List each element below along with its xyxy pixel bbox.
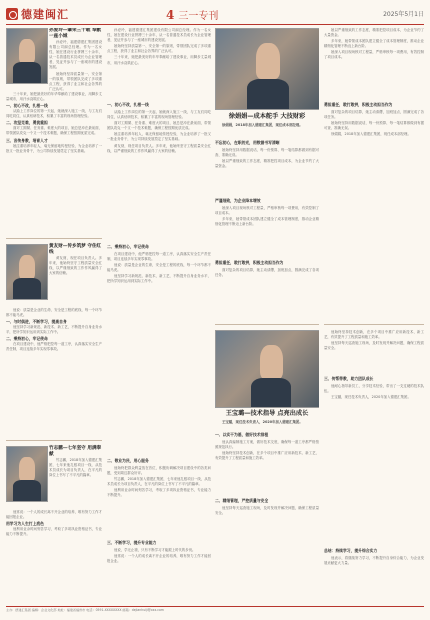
article-body: 竹志鹏，2018年加入德建汇集团，七年来他扎根项目一线，从技术员成长为项目负责人，在平凡的岗位上书写了不平凡的篇章。 [49,458,102,478]
article-photo [215,330,319,408]
section-text: 在项目建设中，他严格把控每一道工序，认真落实安全生产责任制，项目连续多年实现零事故。 他说：质量是企业的生命，安全是工程的底线，每一个环节都不能马虎。 他坚持学习新规范、新技术、新工艺，不断提升自身业务水平，把所学知识运用到实际工作中。 [107,252,211,284]
section-heading: 勇担重任，敢打敢拼，积极主动担当作为 [215,260,284,265]
page-footer: 主办：德建汇集团 编辑：企业文化部 地址：福建省福州市 电话：0591-XXXXXXXX 邮箱：dejianhuiji@xxx.com [6,606,424,615]
section-heading: 一、以实干为基，做好技术排程 [215,432,269,437]
portrait-photo [6,244,48,300]
issue-date: 2025年5月1日 [383,11,424,18]
section-heading: 勇担重任，敢打敢拼，积极主动担当作为 [324,102,393,107]
section-heading: 三、言传身教，培育人才 [6,137,48,143]
article-body: 他常说：一个人的成长离不开企业的培养，唯有努力工作才能回报企业。 [6,510,102,520]
article-headline: 王宝璐—技术指导 点亮出成长 [225,410,309,417]
masthead-logo [6,6,69,21]
section-text: 面对工期紧、任务重、难度大的项目，她总是冲在最前面，带领团队攻克一个又一个技术难题，确保工程按期优质完成。 [6,126,102,136]
column-4 [324,28,424,594]
article-headline: 孙爱玲—肇荣三十载 奉献一座小城 [49,28,102,39]
article-intro: 徐娟娟，2018年加入德建汇集团，现任成本部经理。 [222,123,303,127]
section-title [166,7,218,22]
section-text: 他坚持学习新规范、新技术、新工艺，不断提升自身业务水平，把所学知识运用到实际工作中。 [6,325,102,335]
divider [6,238,102,239]
article-body: 孙爱玲，福建德建汇集团建设有限公司副总经理。作为一名女性，她在建设行业拼搏三十余年，从一名普通技术员成长为企业管理者，见证并参与了一座城市的建设发展。 她始终坚持质量第一、安全第一的原则，带领团队完成了多项重点工程，获得了业主和社会各界的广泛认可。 三十年来，她把最美好的年华奉献给了建设事业，用脚步丈量城市，用汗水浇筑匠心。 [107,28,211,65]
article-body: 三十年来，她把最美好的年华奉献给了建设事业，用脚步丈量城市，用汗水浇筑匠心。 [6,92,102,102]
article-body: 他始终坚持技术创新，在多个项目中推广应用新技术、新工艺，有效提升了工程质量和施工效率。 他坚持每天巡查施工现场，及时发现并解决问题，确保工程质量安全。 [324,330,424,351]
article-headline: 竹志鹏—七年坚守 用满奉献 [49,446,102,457]
section-text: 他利用业余时间刻苦学习，考取了多项执业资格证书，专业能力不断提升。 [6,527,102,537]
divider [215,324,319,325]
section-text: 她深入项目现场核对工程量，严格审核每一项费用，有效控制了项目成本。 多年来，她带领成本团队建立健全了成本管理制度，推动企业精细化管理不断迈上新台阶。 [215,206,319,227]
section-heading: 不忘初心，在职的光，用数据书写清晰 [215,140,280,145]
section-heading: 总结：持续学习，提升综合实力 [324,548,378,553]
section-text: 从踏上工作岗位的第一天起，她就深入施工一线，与工友们同吃同住，认真钻研技术，积累了丰富的现场管理经验。 [6,109,102,119]
section-heading: 二、秉持初心，牢记使命 [6,336,48,342]
section-text: 他表示，将继续努力学习，不断提升自身综合能力，为企业发展贡献更大力量。 [324,556,424,566]
section-heading: 严谨细致，为企业降本增效 [215,198,261,203]
column-1 [6,28,102,594]
section-text: 他认真编制施工方案，做好技术交底，确保每一道工序都严格按照规范执行。 他始终坚持技术创新，在多个项目中推广应用新技术、新工艺，有效提升了工程质量和施工效率。 [215,440,319,461]
article-body: 孙爱玲，福建德建汇集团建设有限公司副总经理。作为一名女性，她在建设行业拼搏三十余年，从一名普通技术员成长为企业管理者，见证并参与了一座城市的建设发展。 她始终坚持质量第一、安全第一的原则，带领团队完成了多项重点工程，获得了业主和社会各界的广泛认可。 [49,40,102,91]
page-header [6,4,424,25]
article-headline: 徐娟娟—成本舵手 大技财彩 [228,113,306,120]
article-intro: 王宝璐，现任技术负责人，2020年加入德建汇集团。 [222,420,303,424]
section-heading: 一、初心不改，扎根一线 [107,102,149,107]
section-text: 面对复杂的项目结算，她主动请缨，加班加点，圆满完成了各项任务。 [215,268,319,278]
section-text: 她始终坚持用数据说话，每一份预算、每一笔结算都做到有据可查、准确无误。 她以严谨细致的工作态度，精准把控项目成本，为企业节约了大量资金。 [215,148,319,169]
divider [6,440,102,441]
article-body: 黄友财，现任项目负责人。多年来，他始终坚守工程质量安全红线，以严谨细致的工作作风赢得了大家的信赖。 [49,256,102,276]
column-3 [215,28,319,594]
page-number: 4 [166,8,175,22]
section-heading: 二、秉持初心，牢记使命 [107,244,149,249]
divider [324,324,424,325]
article-headline: 黄友财—传乡筑梦 守住红线 [49,244,102,255]
section-text: 从踏上工作岗位的第一天起，她就深入施工一线，与工友们同吃同住，认真钻研技术，积累了丰富的现场管理经验。 面对工期紧、任务重、难度大的项目，她总是冲在最前面，带领团队攻克一个又一个技术难题，确保工程按期优质完成。 她注重培养年轻人，毫无保留地传授经验，为企业培养了一批又一批业务骨干，为公司持续发展奠定了坚实基础。 黄友财，现任项目负责人。多年来，他始终坚守工程质量安全红线，以严谨细致的工作作风赢得了大家的信赖。 [107,110,211,153]
section-text: 她注重培养年轻人，毫无保留地传授经验，为企业培养了一批又一批业务骨干，为公司持续发展奠定了坚实基础。 [6,143,102,153]
column-2 [107,28,211,594]
section-text: 他坚持每天巡查施工现场，及时发现并解决问题，确保工程质量安全。 [215,506,319,516]
section-heading: 用学习为人生打上底色 [6,521,44,527]
section-heading: 一、与时俱进，不断学习，提高自身 [6,319,67,325]
logo-icon [6,8,18,20]
section-heading: 三、不断学习，提升专业能力 [107,540,157,545]
portrait-photo [6,446,48,502]
section-name: 三一专刊 [178,11,219,22]
article-body: 他说：质量是企业的生命，安全是工程的底线，每一个环节都不能马虎。 [6,308,102,318]
section-text: 他耐心指导新员工，分享技术经验，带出了一支过硬的技术队伍。 王宝璐，现任技术负责人，2020年加入德建汇集团。 [324,384,424,400]
section-heading: 二、攻坚克难，勇挑重担 [6,120,48,126]
masthead-title: 德建闽汇 [21,7,69,21]
section-heading: 三、传帮带教，助力团队成长 [324,376,374,381]
section-heading: 二、敬业为民，用心服务 [107,458,149,463]
section-heading: 一、初心不改，扎根一线 [6,103,48,109]
section-text: 他说，学无止境，只有不断学习才能跟上时代的步伐。 他常说：一个人的成长离不开企业的培养，唯有努力工作才能回报企业。 [107,548,211,564]
section-text: 面对复杂的项目结算，她主动请缨，加班加点，圆满完成了各项任务。 她始终坚持用数据说话，每一份预算、每一笔结算都做到有据可查、准确无误。 徐娟娟，2018年加入德建汇集团，现任成本部经理。 [324,110,424,137]
section-heading: 二、精细管理，严控质量与安全 [215,498,269,503]
article-body: 她以严谨细致的工作态度，精准把控项目成本，为企业节约了大量资金。 多年来，她带领成本团队建立健全了成本管理制度，推动企业精细化管理不断迈上新台阶。 她深入项目现场核对工程量，严格审核每一项费用，有效控制了项目成本。 [324,28,424,60]
section-text: 他始终把群众利益放在首位，积极协调解决项目建设中的各类问题，受到周边群众好评。 竹志鹏，2018年加入德建汇集团，七年来他扎根项目一线，从技术员成长为项目负责人，在平凡的岗位上书写了不平凡的篇章。 他利用业余时间刻苦学习，考取了多项执业资格证书，专业能力不断提升。 [107,466,211,498]
article-photo [215,28,319,110]
portrait-photo [6,28,48,84]
section-text: 在项目建设中，他严格把控每一道工序，认真落实安全生产责任制，项目连续多年实现零事故。 [6,342,102,352]
